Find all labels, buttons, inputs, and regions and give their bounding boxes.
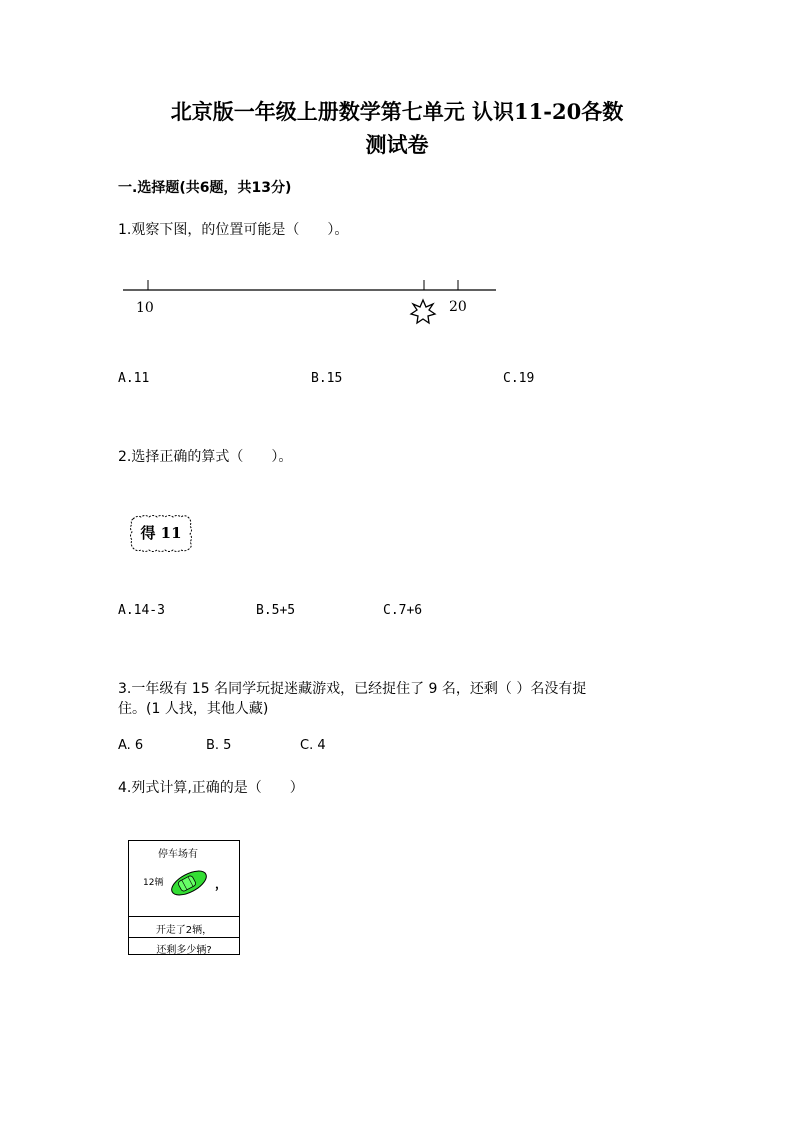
parking-line1: 停车场有: [158, 849, 198, 860]
question-3-line1: 3.一年级有 15 名同学玩捉迷藏游戏，已经捉住了 9 名，还剩（ ）名没有捉: [118, 681, 587, 697]
parking-divider-2: [129, 937, 239, 938]
result-box-text: 得 11: [140, 524, 182, 542]
question-4-text: 4.列式计算,正确的是（ ）: [118, 780, 304, 796]
result-box: [129, 513, 193, 553]
question-2-text: 2.选择正确的算式（ ）。: [118, 449, 293, 465]
section-heading: 一.选择题(共6题，共13分): [118, 180, 292, 196]
q1-option-a[interactable]: A.11: [118, 371, 150, 386]
parking-comma: ，: [215, 877, 228, 891]
car-icon: [167, 865, 211, 901]
q1-option-b[interactable]: B.15: [311, 371, 343, 386]
page-title: 北京版一年级上册数学第七单元 认识11-20各数: [170, 99, 624, 124]
q2-option-c[interactable]: C.7+6: [383, 603, 423, 618]
q2-option-b[interactable]: B.5+5: [256, 603, 296, 618]
q2-option-a[interactable]: A.14-3: [118, 603, 165, 618]
parking-lot-box: [128, 840, 240, 955]
number-line: [118, 270, 508, 330]
page-title-line2: 测试卷: [365, 132, 429, 157]
sun-icon: [411, 300, 435, 323]
parking-divider-1: [129, 916, 239, 917]
question-3-line2: 住。(1 人找，其他人藏): [118, 701, 269, 717]
label-10: 10: [136, 300, 154, 316]
q3-option-c[interactable]: C. 4: [300, 738, 326, 753]
parking-count: 12辆: [143, 878, 164, 888]
parking-line2: 开走了2辆，: [155, 925, 213, 936]
question-1-text: 1.观察下图，的位置可能是（ ）。: [118, 222, 349, 238]
q3-option-a[interactable]: A. 6: [118, 738, 144, 753]
label-20: 20: [449, 299, 467, 315]
parking-line3: 还剩多少辆?: [156, 945, 212, 956]
q1-option-c[interactable]: C.19: [503, 371, 535, 386]
q3-option-b[interactable]: B. 5: [206, 738, 232, 753]
